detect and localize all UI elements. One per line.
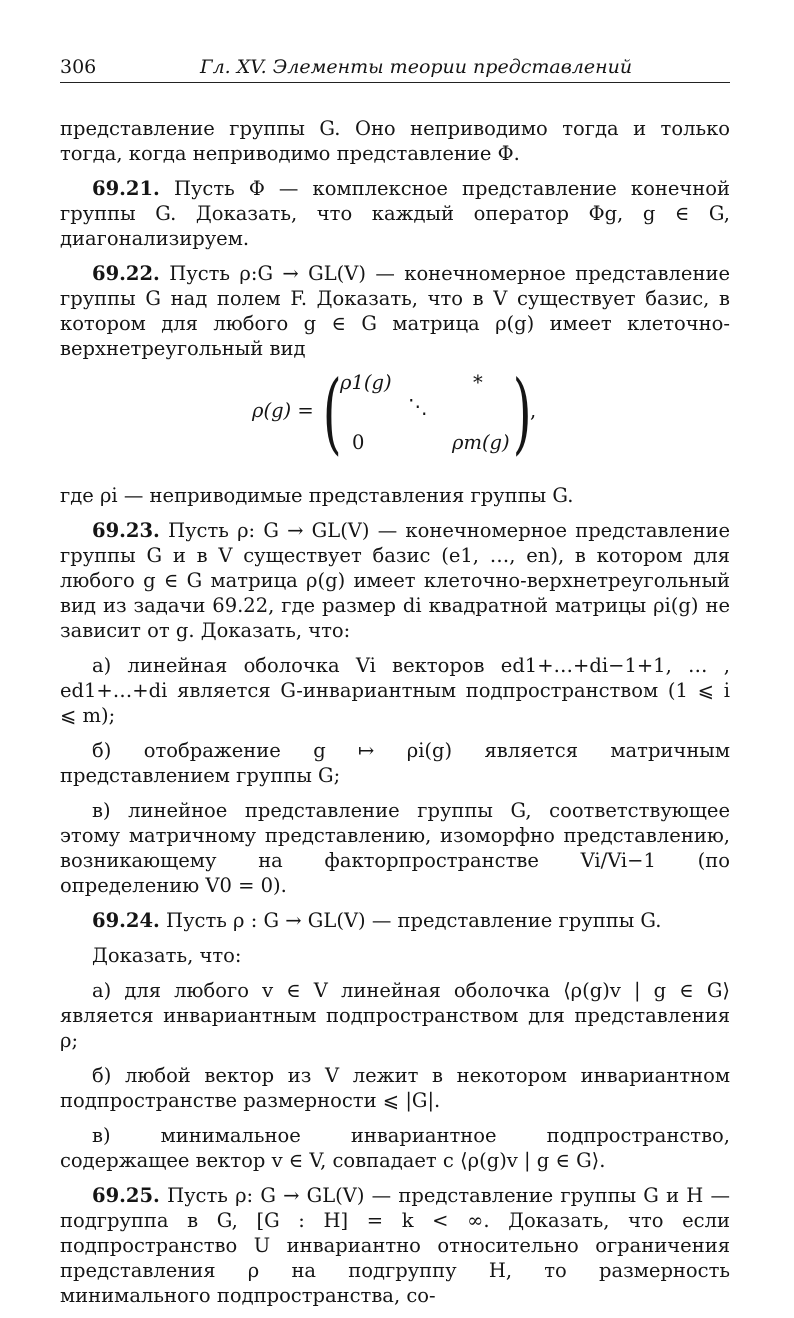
formula-lhs: ρ(g) = [252,399,314,422]
formula-comma: , [530,399,537,422]
item-c: в) минимальное инвариантное подпространство, содержащее вектор v ∈ V, совпадает с ⟨ρ(g)v | g ∈ G⟩. [60,1124,730,1172]
problem-number: 69.22. [92,262,160,285]
matrix-diagonal-dots: ⋱ [408,395,428,418]
problem-text: Пусть ρ : G → GL(V) — представление группы G. [159,909,662,932]
problem-69-23 [60,518,730,643]
problem-text: Пусть ρ:G → GL(V) — конечномерное представление группы G над полем F. Доказать, что в V существует базис, в котором для любого g ∈ G матрица ρ(g) имеет клеточно-верхнетреугольный вид [60,262,730,360]
page-number: 306 [60,56,97,78]
problem-number: 69.23. [92,519,160,542]
problem-69-21 [60,176,730,251]
prove-intro: Доказать, что: [92,944,242,967]
problem-number: 69.25. [92,1184,160,1207]
running-title: Гл. XV. Элементы теории представлений [200,56,633,78]
item-a: а) для любого v ∈ V линейная оболочка ⟨ρ(g)v | g ∈ G⟩ является инвариантным подпространством для представления ρ; [60,979,730,1052]
matrix-top-right: * [473,371,483,394]
problem-text: Пусть Φ — комплексное представление конечной группы G. Доказать, что каждый оператор Φg, g ∈ G, диагонализируем. [60,177,730,250]
matrix-top-left: ρ1(g) [340,371,392,394]
block-matrix-formula [60,361,730,477]
page [60,0,730,1307]
problem-number: 69.21. [92,177,160,200]
problem-text: Пусть ρ: G → GL(V) — представление группы G и H — подгруппа в G, [G : H] = k < ∞. Доказать, что если подпространство U инвариантно относительно ограничения представления ρ на подгруппу H, то размерность минимального подпространства, со- [60,1184,730,1307]
item-b: б) любой вектор из V лежит в некотором инвариантном подпространстве размерности ⩽ |G|. [60,1064,730,1112]
page-body [60,116,730,1318]
matrix-bottom-right: ρm(g) [452,431,510,454]
formula-explanation: где ρi — неприводимые представления группы G. [60,484,574,507]
matrix-bottom-left: 0 [352,431,365,454]
left-bracket: ( [322,361,342,464]
problem-text: Пусть ρ: G → GL(V) — конечномерное представление группы G и в V существует базис (e1, …, en), в котором для любого g ∈ G матрица ρ(g) имеет клеточно-верхнетреугольный вид из задачи 69.22, где размер di квадратной матрицы ρi(g) не зависит от g. Доказать, что: [60,519,730,642]
problem-69-25 [60,1183,730,1308]
problem-number: 69.24. [92,909,160,932]
paragraph-continuation: представление группы G. Оно неприводимо тогда и только тогда, когда неприводимо представление Φ. [60,117,730,165]
problem-69-24 [60,908,730,933]
running-header [60,56,730,83]
item-c: в) линейное представление группы G, соответствующее этому матричному представлению, изоморфно представлению, возникающему на факторпространстве Vi/Vi−1 (по определению V0 = 0). [60,799,730,897]
right-bracket: ) [512,361,532,464]
problem-69-22 [60,261,730,361]
item-b: б) отображение g ↦ ρi(g) является матричным представлением группы G; [60,739,730,787]
item-a: а) линейная оболочка Vi векторов ed1+…+di−1+1, … , ed1+…+di является G-инвариантным подпространством (1 ⩽ i ⩽ m); [60,654,730,727]
